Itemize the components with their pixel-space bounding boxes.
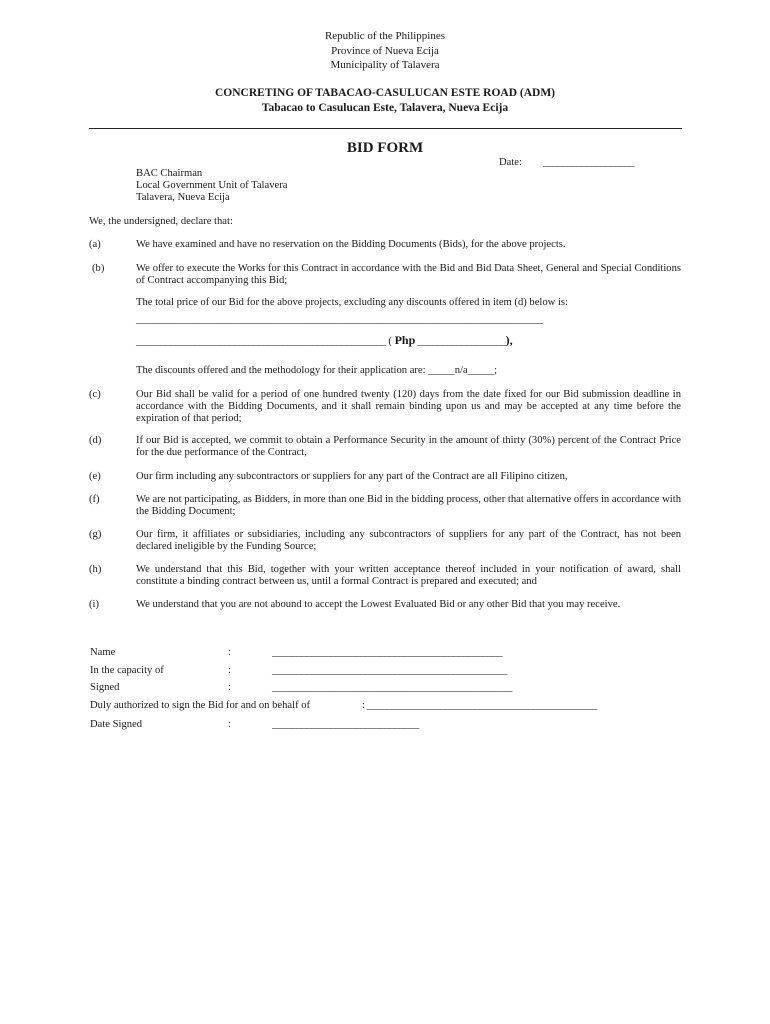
header-province: Province of Nueva Ecija xyxy=(331,44,439,57)
item-e-label: (e) xyxy=(89,471,101,482)
php-close-paren: ), xyxy=(505,333,513,347)
total-price-words-field-2[interactable]: ___________________________________________________ xyxy=(136,336,386,347)
capacity-label: In the capacity of xyxy=(90,665,164,676)
item-a-label: (a) xyxy=(89,239,101,250)
addressee-block xyxy=(136,168,287,204)
project-title: CONCRETING OF TABACAO-CASULUCAN ESTE ROAD (ADM) xyxy=(214,87,555,99)
php-amount-field[interactable]: __________________ xyxy=(415,336,506,347)
signature-field[interactable]: _________________________________________________ xyxy=(272,682,512,693)
header-divider xyxy=(89,128,682,129)
php-label: Php xyxy=(394,333,416,347)
signed-label: Signed xyxy=(90,682,120,693)
discounts-row xyxy=(136,365,681,377)
name-colon: : xyxy=(228,647,231,658)
date-signed-label: Date Signed xyxy=(90,719,143,730)
item-d-text: If our Bid is accepted, we commit to obtain a Performance Security in the amount of thirty (30%) percent of the Contract Price for the due performance of the Contract, xyxy=(136,435,681,458)
declaration-intro: We, the undersigned, declare that: xyxy=(89,216,233,227)
date-field[interactable]: ___________________ xyxy=(543,157,635,168)
name-field[interactable]: _______________________________________________ xyxy=(272,647,503,658)
capacity-field[interactable]: ________________________________________________ xyxy=(272,665,508,676)
item-g-text: Our firm, it affiliates or subsidiaries, including any subcontractors of suppliers for any part of the Contract, has not been declared ineligible by the Funding Source; xyxy=(136,529,681,552)
item-g-label: (g) xyxy=(89,529,102,540)
item-a-text: We have examined and have no reservation on the Bidding Documents (Bids), for the above projects. xyxy=(136,239,566,250)
capacity-colon: : xyxy=(228,665,231,676)
total-price-text: The total price of our Bid for the above projects, excluding any discounts offered in item (d) below is: xyxy=(136,297,568,308)
item-b-label: (b) xyxy=(92,263,105,274)
item-h-label: (h) xyxy=(89,564,102,575)
item-i-text: We understand that you are not abound to accept the Lowest Evaluated Bid or any other Bid that you may receive. xyxy=(136,599,621,610)
item-f-label: (f) xyxy=(89,494,100,505)
total-price-amount-row xyxy=(136,333,513,348)
item-e-text: Our firm including any subcontractors or suppliers for any part of the Contract are all Filipino citizen, xyxy=(136,471,568,482)
date-signed-field[interactable]: ______________________________ xyxy=(272,719,419,730)
authorized-label: Duly authorized to sign the Bid for and on behalf of xyxy=(90,700,311,711)
item-c-text: Our Bid shall be valid for a period of one hundred twenty (120) days from the date fixed for our Bid submission deadline in accordance with the Bidding Documents, and it shall remain binding upon us and may be accepted at any time before the expiration of that period; xyxy=(136,389,681,424)
total-price-words-field[interactable]: ___________________________________________________________________________________ xyxy=(136,314,543,325)
item-c-label: (c) xyxy=(89,389,101,400)
document-header xyxy=(0,29,770,73)
addressee-org: Local Government Unit of Talavera xyxy=(136,180,288,191)
item-b-text: We offer to execute the Works for this Contract in accordance with the Bid and Bid Data Sheet, General and Special Conditions of Contract accompanying this Bid; xyxy=(136,263,681,286)
header-municipality: Municipality of Talavera xyxy=(330,59,440,71)
discounts-value[interactable]: _____n/a_____; xyxy=(428,365,498,376)
form-title: BID FORM xyxy=(346,140,424,156)
item-f-text: We are not participating, as Bidders, in more than one Bid in the bidding process, other that alternative offers in accordance with the Bidding Document; xyxy=(136,494,681,517)
project-title-block xyxy=(0,86,770,115)
discounts-text: The discounts offered and the methodology for their application are: xyxy=(136,365,429,376)
item-d-label: (d) xyxy=(89,435,102,446)
project-location: Tabacao to Casulucan Este, Talavera, Nueva Ecija xyxy=(261,101,509,114)
php-open-paren: ( xyxy=(385,336,395,347)
signed-colon: : xyxy=(228,682,231,693)
item-i-label: (i) xyxy=(89,599,99,610)
header-republic: Republic of the Philippines xyxy=(324,30,446,42)
date-label: Date: xyxy=(499,157,522,168)
authorized-field[interactable]: : _______________________________________________ xyxy=(362,700,597,711)
addressee-title: BAC Chairman xyxy=(136,168,203,179)
date-signed-colon: : xyxy=(228,719,231,730)
addressee-place: Talavera, Nueva Ecija xyxy=(136,192,230,203)
item-h-text: We understand that this Bid, together with your written acceptance thereof included in your notification of award, shall constitute a binding contract between us, until a formal Contract is prepared and executed; and xyxy=(136,564,681,587)
name-label: Name xyxy=(90,647,116,658)
